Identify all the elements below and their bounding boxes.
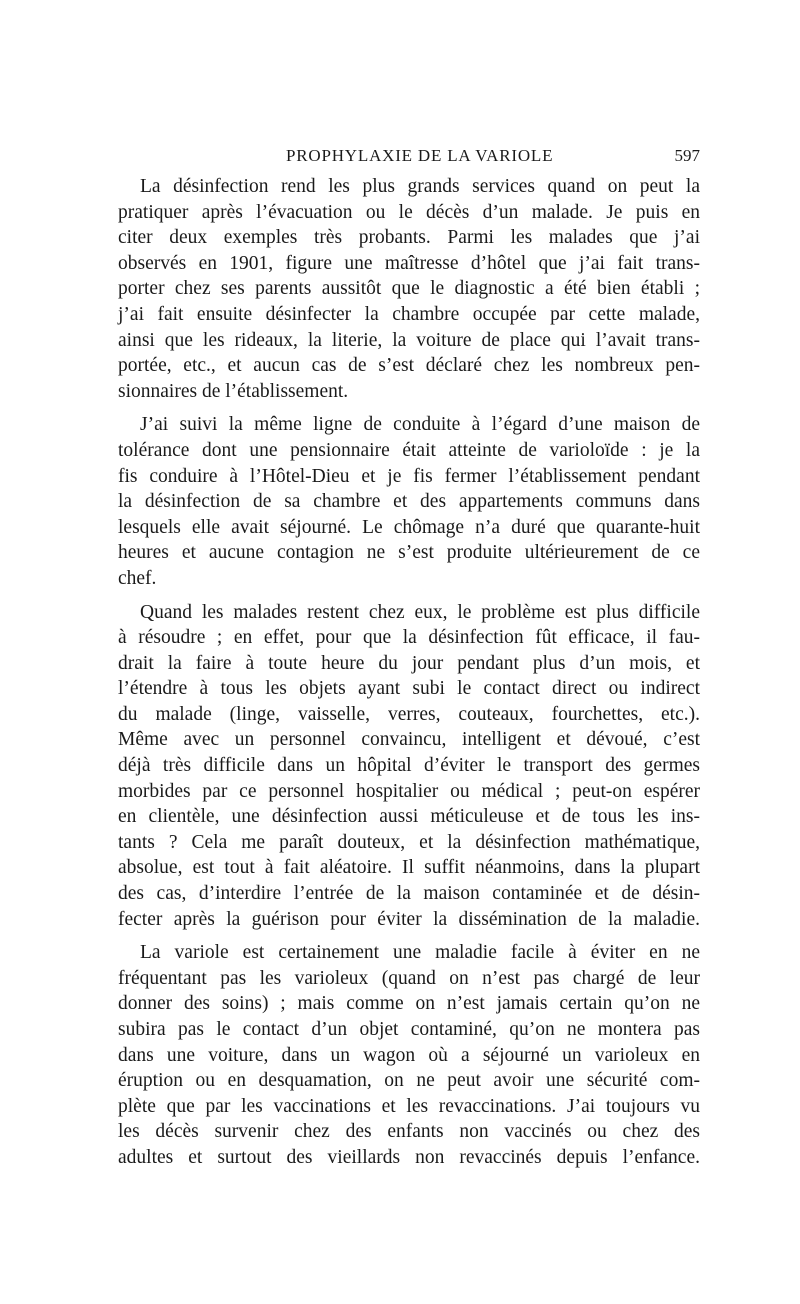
paragraph-maison-de-tolerance [118, 412, 700, 591]
text-line: fréquentant pas les varioleux (quand on n’est pas chargé de leur [118, 967, 700, 989]
text-line: j’ai fait ensuite désinfecter la chambre occupée par cette malade, [118, 303, 700, 325]
text-line: fecter après la guérison pour éviter la dissémination de la maladie. [118, 908, 700, 930]
text-line: fis conduire à l’Hôtel-Dieu et je fis fermer l’établissement pendant [118, 465, 700, 487]
text-line: la désinfection de sa chambre et des appartements communs dans [118, 491, 700, 513]
text-line: donner des soins) ; mais comme on n’est jamais certain qu’on ne [118, 993, 700, 1015]
text-line: éruption ou en desquamation, on ne peut avoir une sécurité com- [118, 1070, 700, 1092]
paragraph-disinfection-after-evacuation [118, 174, 700, 404]
text-line: Même avec un personnel convaincu, intelligent et dévoué, c’est [118, 729, 700, 751]
text-line: subira pas le contact d’un objet contaminé, qu’on ne montera pas [118, 1019, 700, 1040]
text-line: ainsi que les rideaux, la literie, la voiture de place qui l’avait trans- [118, 329, 700, 351]
text-line: en clientèle, une désinfection aussi méticuleuse et de tous les ins- [118, 806, 700, 828]
text-line: à résoudre ; en effet, pour que la désinfection fût efficace, il fau- [118, 627, 700, 649]
text-line: dans une voiture, dans un wagon où a séjourné un varioleux en [118, 1044, 700, 1066]
text-line: sionnaires de l’établissement. [118, 380, 349, 402]
page-number: 597 [674, 146, 700, 165]
text-line: chef. [118, 567, 157, 589]
body-text [118, 174, 700, 1171]
text-line: morbides par ce personnel hospitalier ou médical ; peut-on espérer [118, 780, 700, 802]
text-line: plète que par les vaccinations et les revaccinations. J’ai toujours vu [118, 1095, 700, 1117]
running-title: PROPHYLAXIE DE LA VARIOLE [286, 146, 554, 165]
text-line: déjà très difficile dans un hôpital d’éviter le transport des germes [118, 755, 700, 777]
text-line: Quand les malades restent chez eux, le problème est plus difficile [140, 601, 700, 623]
paragraph-malades-chez-eux [118, 600, 700, 933]
text-line: La désinfection rend les plus grands services quand on peut la [140, 176, 700, 197]
paragraph-variole-evitable [118, 940, 700, 1170]
text-line: lesquels elle avait séjourné. Le chômage n’a duré que quarante-huit [118, 516, 700, 538]
text-line: adultes et surtout des vieillards non revaccinés depuis l’enfance. [118, 1146, 700, 1168]
text-line: tants ? Cela me paraît douteux, et la désinfection mathématique, [118, 831, 700, 853]
text-line: citer deux exemples très probants. Parmi les malades que j’ai [118, 227, 700, 249]
text-line: absolue, est tout à fait aléatoire. Il suffit néanmoins, dans la plupart [118, 857, 700, 879]
text-line: tolérance dont une pensionnaire était atteinte de varioloïde : je la [118, 439, 700, 461]
text-line: les décès survenir chez des enfants non vaccinés ou chez des [118, 1121, 700, 1143]
text-line: l’étendre à tous les objets ayant subi le contact direct ou indirect [118, 678, 700, 700]
text-line: observés en 1901, figure une maîtresse d’hôtel que j’ai fait trans- [118, 252, 700, 274]
text-line: du malade (linge, vaisselle, verres, couteaux, fourchettes, etc.). [118, 703, 700, 725]
text-line: heures et aucune contagion ne s’est produite ultérieurement de ce [118, 542, 700, 564]
text-line: J’ai suivi la même ligne de conduite à l’égard d’une maison de [140, 414, 700, 436]
page-header [118, 146, 700, 172]
text-line: porter chez ses parents aussitôt que le diagnostic a été bien établi ; [118, 278, 700, 300]
text-line: portée, etc., et aucun cas de s’est déclaré chez les nombreux pen- [118, 355, 700, 377]
text-line: pratiquer après l’évacuation ou le décès d’un malade. Je puis en [118, 201, 700, 223]
text-line: drait la faire à toute heure du jour pendant plus d’un mois, et [118, 652, 700, 674]
text-line: La variole est certainement une maladie facile à éviter en ne [140, 942, 700, 964]
text-line: des cas, d’interdire l’entrée de la maison contaminée et de désin- [118, 883, 700, 905]
